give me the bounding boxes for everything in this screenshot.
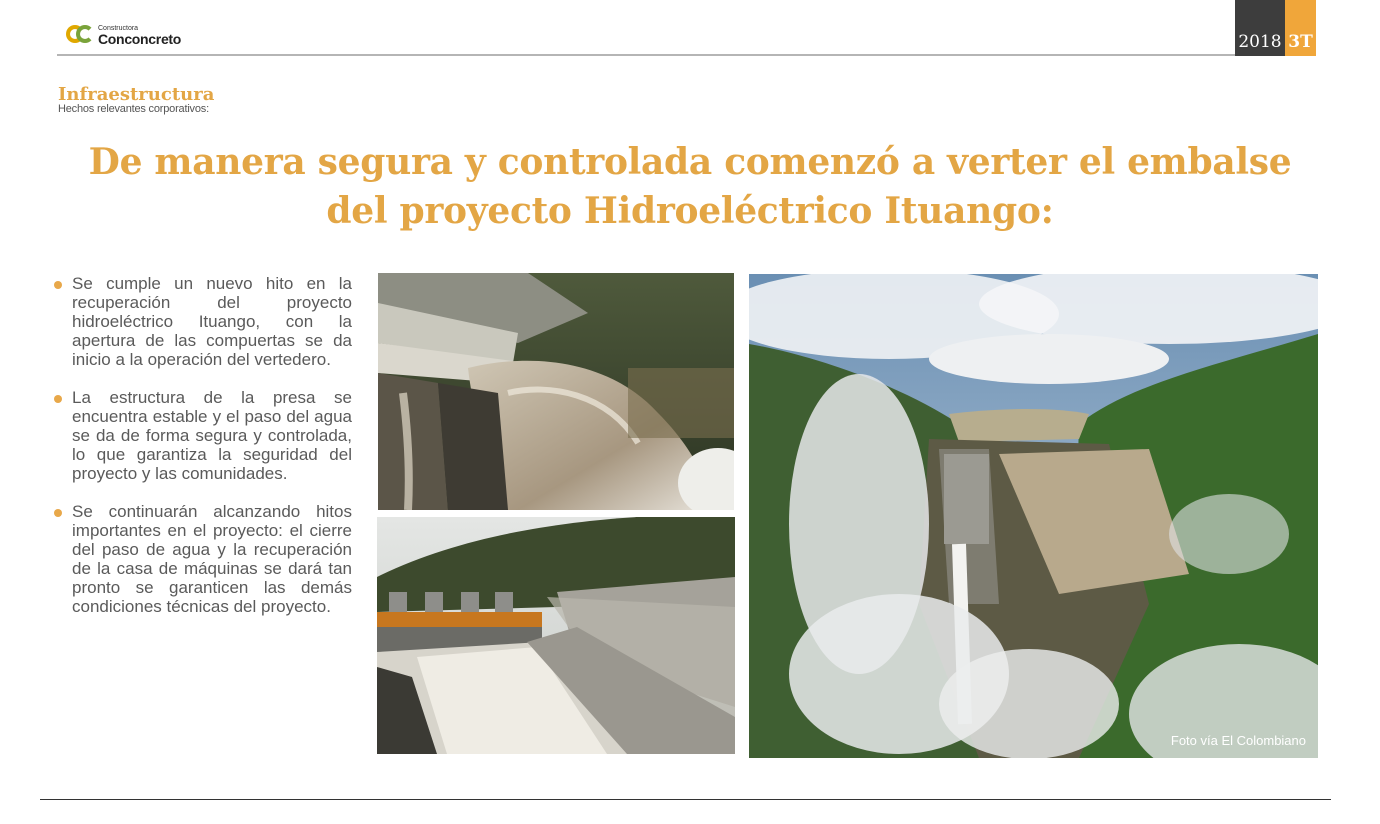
period-badge: [1235, 0, 1316, 56]
bullet-dot-icon: [54, 509, 62, 517]
page-title-line-2: del proyecto Hidroeléctrico Ituango:: [326, 190, 1054, 232]
header-divider: [57, 54, 1315, 56]
logo-small-text: Constructora: [98, 24, 139, 32]
bullet-item: [52, 274, 352, 369]
bullet-dot-icon: [54, 395, 62, 403]
bullet-item: [52, 388, 352, 483]
footer-divider: [40, 799, 1331, 800]
bullet-dot-icon: [54, 281, 62, 289]
spillway-photo: [378, 273, 734, 510]
aerial-dam-photo: [749, 274, 1318, 758]
period-year: 2018: [1235, 0, 1285, 56]
period-quarter: 3T: [1285, 0, 1316, 56]
logo-icon: [66, 23, 96, 47]
bullet-item: [52, 502, 352, 616]
logo-name: Conconcreto: [98, 30, 182, 47]
section-title: Infraestructura: [58, 84, 215, 105]
bullet-text: Se continuarán alcanzando hitos importantes en el proyecto: el cierre del paso de agua y la recuperación de la casa de máquinas se dará tan pronto se garanticen las demás condiciones técnicas del proyecto.: [72, 502, 352, 616]
bullet-list: [52, 274, 352, 635]
page-title: [60, 138, 1320, 236]
bullet-text: La estructura de la presa se encuentra estable y el paso del agua se da de forma segura y controlada, lo que garantiza la seguridad del proyecto y las comunidades.: [72, 388, 352, 483]
photo-credit: Foto vía El Colombiano: [1170, 733, 1306, 748]
bullet-text: Se cumple un nuevo hito en la recuperación del proyecto hidroeléctrico Ituango, con la apertura de las compuertas se da inicio a la operación del vertedero.: [72, 274, 352, 369]
company-logo: [66, 22, 181, 48]
spillway-gates-photo: [377, 517, 735, 754]
section-subtitle: Hechos relevantes corporativos:: [58, 103, 209, 115]
page-title-line-1: De manera segura y controlada comenzó a verter el embalse: [88, 141, 1292, 183]
